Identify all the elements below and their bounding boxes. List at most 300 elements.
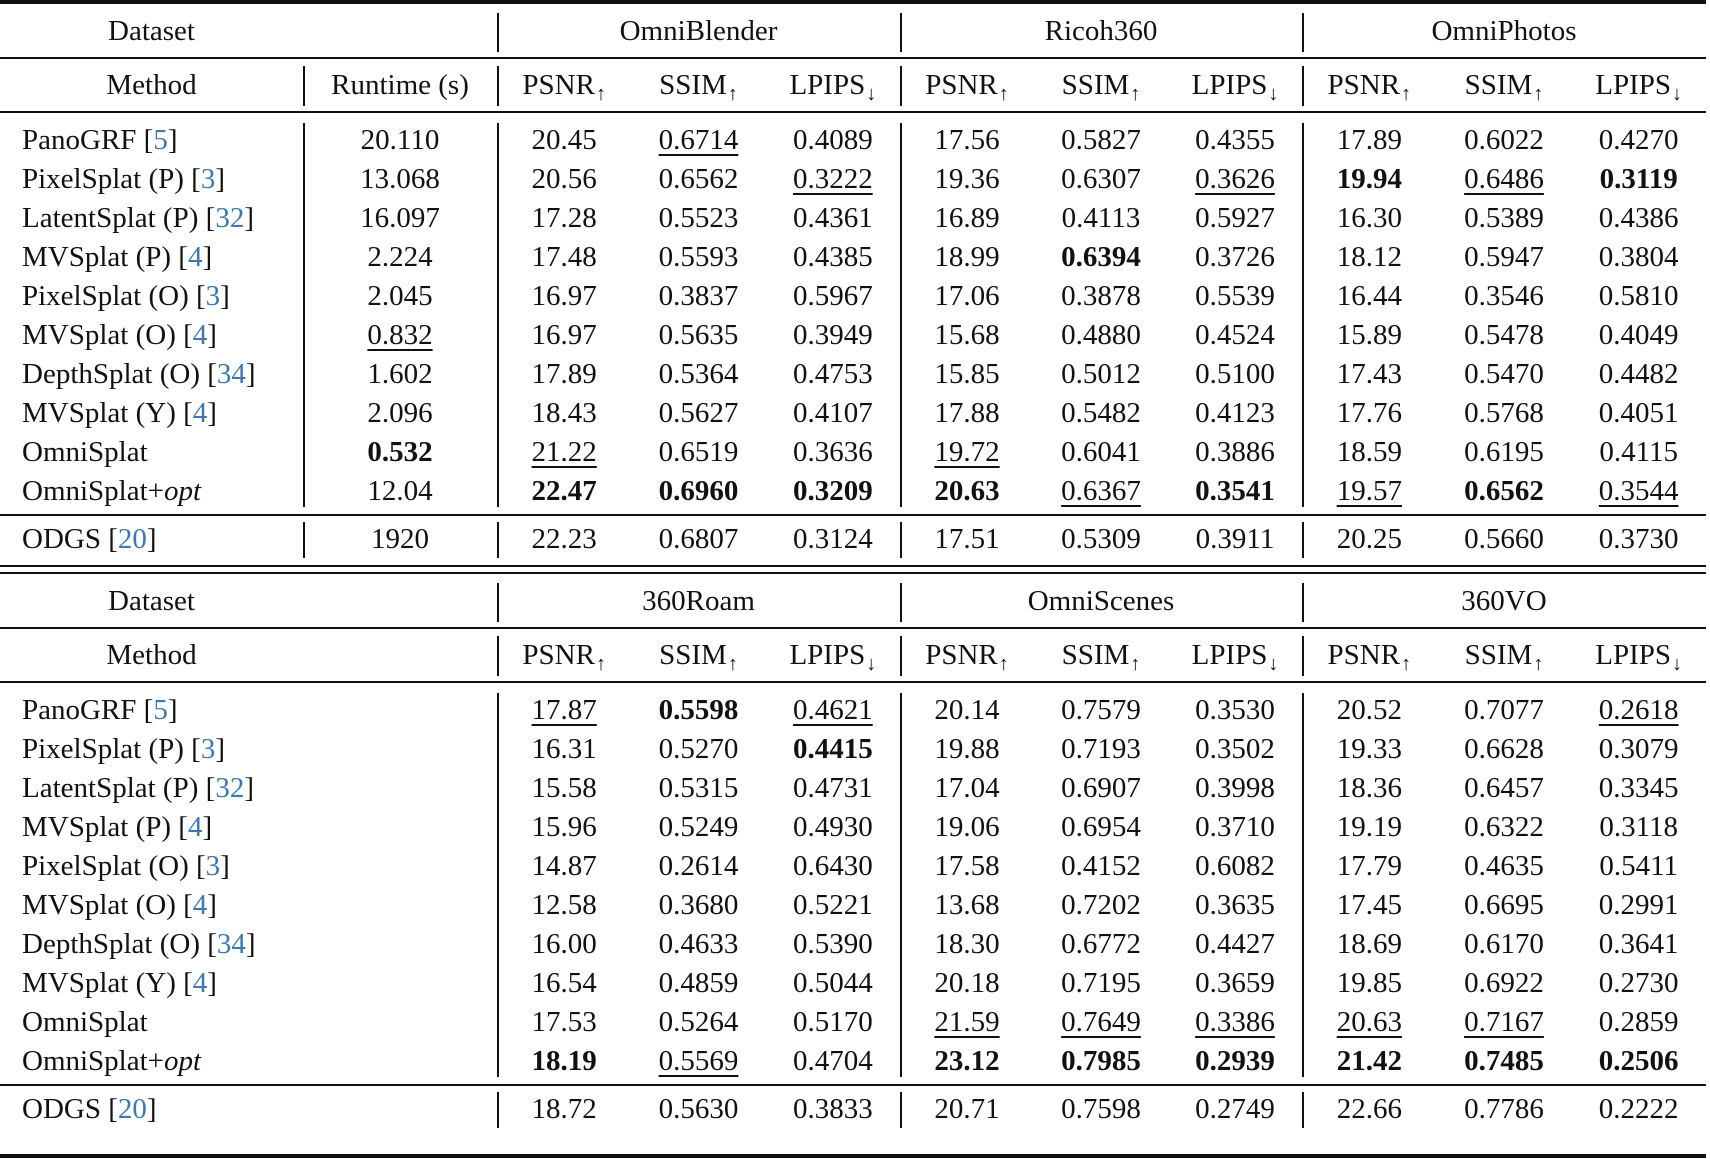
cell-value: 0.4633	[658, 928, 739, 960]
cell-value: 14.87	[531, 850, 597, 882]
arrow-up-icon: ↑	[1130, 82, 1141, 105]
citation-open: [	[188, 850, 206, 882]
method-name: MVSplat (Y)	[22, 397, 176, 429]
metric-name: SSIM	[1061, 638, 1130, 671]
metric-value-cell	[1302, 238, 1437, 277]
dataset-name-cell	[900, 574, 1302, 628]
cell-value: 17.89	[1336, 124, 1402, 156]
citation-open: [	[198, 772, 216, 804]
citation-link[interactable]: 4	[187, 241, 203, 273]
metric-value-cell	[631, 769, 765, 808]
cell-value: 0.2859	[1598, 1006, 1679, 1038]
cell-value: 0.5170	[792, 1006, 873, 1038]
metric-value-cell	[631, 394, 765, 433]
cell-value: 0.6022	[1464, 124, 1544, 156]
method-name: MVSplat (P)	[22, 811, 172, 843]
citation-close: ]	[167, 694, 178, 726]
metric-header-cell	[631, 628, 765, 682]
metric-value-cell	[1437, 691, 1572, 730]
cell-value: 0.5810	[1598, 280, 1679, 312]
cell-value: 0.5364	[658, 358, 739, 390]
metric-value-cell	[900, 277, 1034, 316]
citation-close: ]	[215, 163, 226, 195]
cell-value: 0.5947	[1464, 241, 1544, 273]
cell-value: 0.6954	[1061, 811, 1141, 843]
cell-value: 0.5768	[1464, 397, 1544, 429]
metric-value-cell	[900, 964, 1034, 1003]
table-row	[0, 925, 1710, 964]
dataset-name-cell	[900, 4, 1302, 58]
metric-value-cell	[766, 121, 900, 160]
method-name: MVSplat (O)	[22, 889, 176, 921]
cell-value: 18.69	[1336, 928, 1402, 960]
method-name: PanoGRF	[22, 694, 137, 726]
metric-value-cell	[1302, 847, 1437, 886]
citation-open: [	[183, 163, 201, 195]
metric-value-cell	[1034, 730, 1168, 769]
metric-value-cell	[1437, 808, 1572, 847]
column-divider	[303, 66, 305, 106]
metric-value-cell	[766, 691, 900, 730]
column-divider	[497, 13, 499, 52]
cell-value: 21.22	[531, 436, 597, 468]
citation-link[interactable]: 4	[192, 967, 208, 999]
citation-link[interactable]: 5	[153, 124, 168, 156]
runtime-cell	[303, 316, 497, 355]
method-name-cell	[0, 964, 322, 1003]
metric-value-cell	[497, 394, 631, 433]
citation-close: ]	[207, 967, 217, 999]
method-suffix: opt	[164, 475, 202, 507]
citation-link[interactable]: 3	[205, 850, 221, 882]
cell-value: 12.58	[531, 889, 597, 921]
dataset-label-cell	[0, 574, 303, 628]
metric-value-cell	[1302, 808, 1437, 847]
metric-header-cell	[1168, 58, 1302, 112]
metric-value-cell	[1168, 847, 1302, 886]
table-row	[0, 433, 1710, 472]
metric-value-cell	[1168, 730, 1302, 769]
metric-header-cell	[1302, 58, 1437, 112]
metric-value-cell	[900, 925, 1034, 964]
cell-value: 0.5221	[792, 889, 873, 921]
cell-value: 0.5100	[1195, 358, 1275, 390]
cell-value: 0.5044	[792, 967, 873, 999]
citation-close: ]	[202, 811, 213, 843]
metric-value-cell	[900, 238, 1034, 277]
cell-value: 0.5660	[1464, 522, 1544, 555]
cell-value: 18.43	[531, 397, 597, 429]
cell-value: 0.2506	[1598, 1045, 1679, 1077]
cell-value: 0.4386	[1598, 202, 1679, 234]
table-row	[0, 730, 1710, 769]
citation-open: [	[171, 811, 188, 843]
metric-value-cell	[631, 199, 765, 238]
cell-value: 0.3911	[1195, 522, 1275, 555]
cell-value: 0.5249	[658, 811, 739, 843]
metric-header-cell	[1571, 58, 1706, 112]
method-name: LatentSplat (P)	[22, 202, 199, 234]
runtime-cell	[303, 199, 497, 238]
metric-value-cell	[1437, 847, 1572, 886]
arrow-up-icon: ↑	[998, 82, 1009, 105]
metric-value-cell	[631, 847, 765, 886]
citation-link[interactable]: 34	[216, 928, 246, 960]
method-name: PanoGRF	[22, 124, 137, 156]
dataset-name: OmniScenes	[1027, 584, 1175, 617]
metric-value-cell	[1034, 847, 1168, 886]
cell-value: 21.59	[934, 1006, 1000, 1038]
method-name-cell	[0, 886, 322, 925]
metric-value-cell	[497, 518, 631, 560]
table-row	[0, 691, 1710, 730]
cell-value: 0.4355	[1195, 124, 1275, 156]
metric-value-cell	[1437, 277, 1572, 316]
metric-header-cell	[497, 628, 631, 682]
cell-value: 2.224	[367, 241, 433, 273]
citation-close: ]	[220, 280, 230, 312]
cell-value: 0.7649	[1061, 1006, 1141, 1038]
table-row	[0, 1042, 1710, 1081]
citation-close: ]	[146, 1092, 157, 1125]
column-divider	[900, 636, 902, 676]
metric-value-cell	[1571, 769, 1706, 808]
citation-close: ]	[245, 358, 256, 390]
cell-value: 0.6430	[792, 850, 873, 882]
metric-value-cell	[900, 1088, 1034, 1130]
metric-value-cell	[1437, 1003, 1572, 1042]
cell-value: 0.3998	[1195, 772, 1275, 804]
metric-value-cell	[900, 691, 1034, 730]
cell-value: 18.19	[531, 1045, 597, 1077]
metric-value-cell	[631, 964, 765, 1003]
metric-value-cell	[1168, 769, 1302, 808]
cell-value: 0.6714	[658, 124, 739, 156]
metric-value-cell	[1437, 472, 1572, 511]
metric-value-cell	[900, 394, 1034, 433]
metric-value-cell	[497, 277, 631, 316]
metric-value-cell	[766, 277, 900, 316]
metric-value-cell	[1168, 886, 1302, 925]
method-name-cell	[0, 847, 322, 886]
cell-value: 0.6695	[1464, 889, 1544, 921]
metric-value-cell	[766, 886, 900, 925]
citation-open: [	[188, 280, 206, 312]
table-row	[0, 355, 1710, 394]
cell-value: 0.4051	[1598, 397, 1679, 429]
cell-value: 17.79	[1336, 850, 1402, 882]
metric-name: PSNR	[1327, 68, 1401, 101]
metric-value-cell	[1571, 730, 1706, 769]
citation-close: ]	[202, 241, 213, 273]
metric-value-cell	[497, 847, 631, 886]
method-name: MVSplat (P)	[22, 241, 172, 273]
metric-header-cell	[1571, 628, 1706, 682]
metric-value-cell	[1034, 121, 1168, 160]
runtime-cell	[303, 472, 497, 511]
cell-value: 17.45	[1336, 889, 1402, 921]
runtime-cell	[303, 277, 497, 316]
citation-link[interactable]: 4	[192, 397, 208, 429]
column-divider	[497, 66, 499, 106]
cell-value: 0.5411	[1599, 850, 1678, 882]
table-row	[0, 277, 1710, 316]
metric-value-cell	[900, 316, 1034, 355]
cell-value: 20.52	[1336, 694, 1402, 726]
cell-value: 0.832	[367, 319, 433, 351]
cell-value: 18.59	[1336, 436, 1402, 468]
citation-open: [	[100, 1092, 118, 1125]
arrow-down-icon: ↓	[866, 652, 877, 675]
metric-name: SSIM	[659, 638, 727, 671]
cell-value: 16.44	[1336, 280, 1402, 312]
cell-value: 0.5315	[658, 772, 739, 804]
metric-name: LPIPS	[1191, 638, 1268, 671]
method-name: LatentSplat (P)	[22, 772, 199, 804]
table-row	[0, 472, 1710, 511]
arrow-up-icon: ↑	[727, 652, 738, 675]
column-divider	[303, 123, 305, 507]
method-name-cell	[0, 199, 322, 238]
citation-link[interactable]: 4	[192, 889, 208, 921]
cell-value: 15.68	[934, 319, 1000, 351]
metric-value-cell	[631, 925, 765, 964]
citation-link[interactable]: 32	[215, 202, 245, 234]
metric-value-cell	[631, 886, 765, 925]
metric-value-cell	[900, 1003, 1034, 1042]
metric-value-cell	[1302, 160, 1437, 199]
table-row	[0, 199, 1710, 238]
metric-header-cell	[497, 58, 631, 112]
baseline-row	[0, 518, 1710, 560]
cell-value: 0.3386	[1195, 1006, 1275, 1038]
cell-value: 0.3530	[1195, 694, 1275, 726]
metric-value-cell	[631, 472, 765, 511]
column-divider	[497, 522, 499, 558]
cell-value: 18.30	[934, 928, 1000, 960]
cell-value: 16.54	[531, 967, 597, 999]
metric-value-cell	[1571, 160, 1706, 199]
citation-link[interactable]: 3	[200, 733, 216, 765]
cell-value: 0.3124	[792, 522, 873, 555]
metric-value-cell	[900, 433, 1034, 472]
method-name-cell	[0, 808, 322, 847]
metric-value-cell	[1302, 886, 1437, 925]
metric-value-cell	[631, 433, 765, 472]
metric-name: LPIPS	[1595, 68, 1672, 101]
cell-value: 0.5482	[1061, 397, 1141, 429]
method-name-cell	[0, 769, 322, 808]
cell-value: 0.7202	[1061, 889, 1141, 921]
arrow-up-icon: ↑	[1130, 652, 1141, 675]
cell-value: 20.63	[1336, 1006, 1402, 1038]
cell-value: 0.4385	[792, 241, 873, 273]
metric-value-cell	[1571, 277, 1706, 316]
metric-value-cell	[766, 1003, 900, 1042]
cell-value: 18.12	[1336, 241, 1402, 273]
column-divider	[1302, 636, 1304, 676]
cell-value: 0.6907	[1061, 772, 1141, 804]
cell-value: 0.7195	[1061, 967, 1141, 999]
cell-value: 0.4880	[1061, 319, 1141, 351]
cell-value: 0.3730	[1598, 522, 1679, 555]
metric-value-cell	[766, 238, 900, 277]
metric-value-cell	[1168, 121, 1302, 160]
cell-value: 0.3345	[1598, 772, 1679, 804]
cell-value: 2.045	[367, 280, 433, 312]
cell-value: 0.5598	[658, 694, 739, 726]
metric-value-cell	[497, 730, 631, 769]
arrow-up-icon: ↑	[998, 652, 1009, 675]
cell-value: 0.7985	[1061, 1045, 1141, 1077]
cell-value: 0.2614	[658, 850, 739, 882]
citation-open: [	[175, 397, 193, 429]
method-label: Method	[106, 68, 197, 101]
metric-name: LPIPS	[789, 68, 866, 101]
metric-value-cell	[1571, 518, 1706, 560]
metric-value-cell	[631, 277, 765, 316]
metric-value-cell	[1437, 316, 1572, 355]
metric-name: SSIM	[1464, 638, 1533, 671]
metric-value-cell	[1437, 964, 1572, 1003]
metric-header-cell	[1437, 628, 1572, 682]
cell-value: 0.4427	[1195, 928, 1275, 960]
metric-name: LPIPS	[789, 638, 866, 671]
cell-value: 0.2730	[1598, 967, 1679, 999]
arrow-down-icon: ↓	[1672, 652, 1683, 675]
cell-value: 0.4731	[792, 772, 873, 804]
cell-value: 0.3680	[658, 889, 739, 921]
cell-value: 0.3833	[792, 1092, 873, 1125]
citation-link[interactable]: 32	[215, 772, 245, 804]
metric-value-cell	[1302, 964, 1437, 1003]
cell-value: 0.6082	[1195, 850, 1275, 882]
citation-link[interactable]: 20	[117, 1092, 147, 1125]
cell-value: 0.4859	[658, 967, 739, 999]
metric-name: PSNR	[522, 638, 595, 671]
cell-value: 0.6394	[1061, 241, 1141, 273]
table-row	[0, 121, 1710, 160]
method-name-cell	[0, 433, 322, 472]
cell-value: 0.2939	[1195, 1045, 1275, 1077]
citation-link[interactable]: 4	[187, 811, 203, 843]
cell-value: 21.42	[1336, 1045, 1402, 1077]
citation-link[interactable]: 34	[216, 358, 246, 390]
method-name-cell	[0, 1042, 322, 1081]
cell-value: 0.6322	[1464, 811, 1544, 843]
metric-value-cell	[1168, 1042, 1302, 1081]
metric-value-cell	[900, 847, 1034, 886]
cell-value: 20.45	[531, 124, 597, 156]
citation-link[interactable]: 3	[200, 163, 216, 195]
metric-value-cell	[1168, 238, 1302, 277]
citation-link[interactable]: 4	[192, 319, 208, 351]
method-name: ODGS	[22, 1092, 101, 1125]
citation-link[interactable]: 3	[205, 280, 221, 312]
column-divider	[900, 123, 902, 507]
metric-value-cell	[1168, 160, 1302, 199]
cell-value: 17.87	[531, 694, 597, 726]
cell-value: 0.5635	[658, 319, 739, 351]
cell-value: 0.5470	[1464, 358, 1544, 390]
arrow-down-icon: ↓	[866, 82, 877, 105]
cell-value: 17.76	[1336, 397, 1402, 429]
cell-value: 0.5967	[792, 280, 873, 312]
metric-value-cell	[766, 769, 900, 808]
cell-value: 0.5827	[1061, 124, 1141, 156]
metric-value-cell	[900, 121, 1034, 160]
metric-value-cell	[766, 925, 900, 964]
metric-value-cell	[766, 808, 900, 847]
metric-value-cell	[766, 472, 900, 511]
table-rule	[0, 565, 1706, 567]
column-divider	[1302, 1092, 1304, 1128]
cell-value: 0.6457	[1464, 772, 1544, 804]
citation-link[interactable]: 20	[117, 522, 147, 555]
cell-value: 17.06	[934, 280, 1000, 312]
runtime-cell	[303, 160, 497, 199]
metric-value-cell	[766, 355, 900, 394]
cell-value: 0.5539	[1195, 280, 1275, 312]
cell-value: 0.3886	[1195, 436, 1275, 468]
metric-value-cell	[766, 394, 900, 433]
metric-value-cell	[1571, 316, 1706, 355]
cell-value: 0.4123	[1195, 397, 1275, 429]
metric-value-cell	[1034, 1042, 1168, 1081]
cell-value: 0.4115	[1599, 436, 1678, 468]
citation-close: ]	[167, 124, 178, 156]
citation-close: ]	[207, 397, 217, 429]
metric-value-cell	[1571, 886, 1706, 925]
metric-value-cell	[900, 730, 1034, 769]
cell-value: 0.6195	[1464, 436, 1544, 468]
method-name: PixelSplat (P)	[22, 163, 184, 195]
citation-link[interactable]: 5	[153, 694, 168, 726]
dataset-label-cell	[0, 4, 303, 58]
cell-value: 0.7598	[1061, 1092, 1141, 1125]
cell-value: 0.4107	[792, 397, 873, 429]
cell-value: 17.04	[934, 772, 1000, 804]
cell-value: 0.6519	[658, 436, 739, 468]
cell-value: 0.5569	[658, 1045, 739, 1077]
method-name-cell	[0, 277, 322, 316]
metric-value-cell	[1168, 355, 1302, 394]
cell-value: 0.3878	[1061, 280, 1141, 312]
metric-value-cell	[1571, 238, 1706, 277]
method-name: DepthSplat (O)	[22, 358, 200, 390]
metric-value-cell	[1168, 277, 1302, 316]
metric-value-cell	[900, 518, 1034, 560]
metric-value-cell	[497, 316, 631, 355]
metric-value-cell	[1437, 730, 1572, 769]
metric-value-cell	[1034, 394, 1168, 433]
metric-value-cell	[1168, 808, 1302, 847]
method-name-cell	[0, 1003, 322, 1042]
method-label-cell	[0, 58, 303, 112]
table-row	[0, 769, 1710, 808]
cell-value: 0.7193	[1061, 733, 1141, 765]
cell-value: 18.99	[934, 241, 1000, 273]
cell-value: 19.36	[934, 163, 1000, 195]
cell-value: 0.5390	[792, 928, 873, 960]
metric-value-cell	[1302, 355, 1437, 394]
metric-value-cell	[1571, 355, 1706, 394]
cell-value: 17.58	[934, 850, 1000, 882]
cell-value: 0.4152	[1061, 850, 1141, 882]
cell-value: 0.4113	[1061, 202, 1141, 234]
metric-value-cell	[1571, 433, 1706, 472]
table-row	[0, 808, 1710, 847]
